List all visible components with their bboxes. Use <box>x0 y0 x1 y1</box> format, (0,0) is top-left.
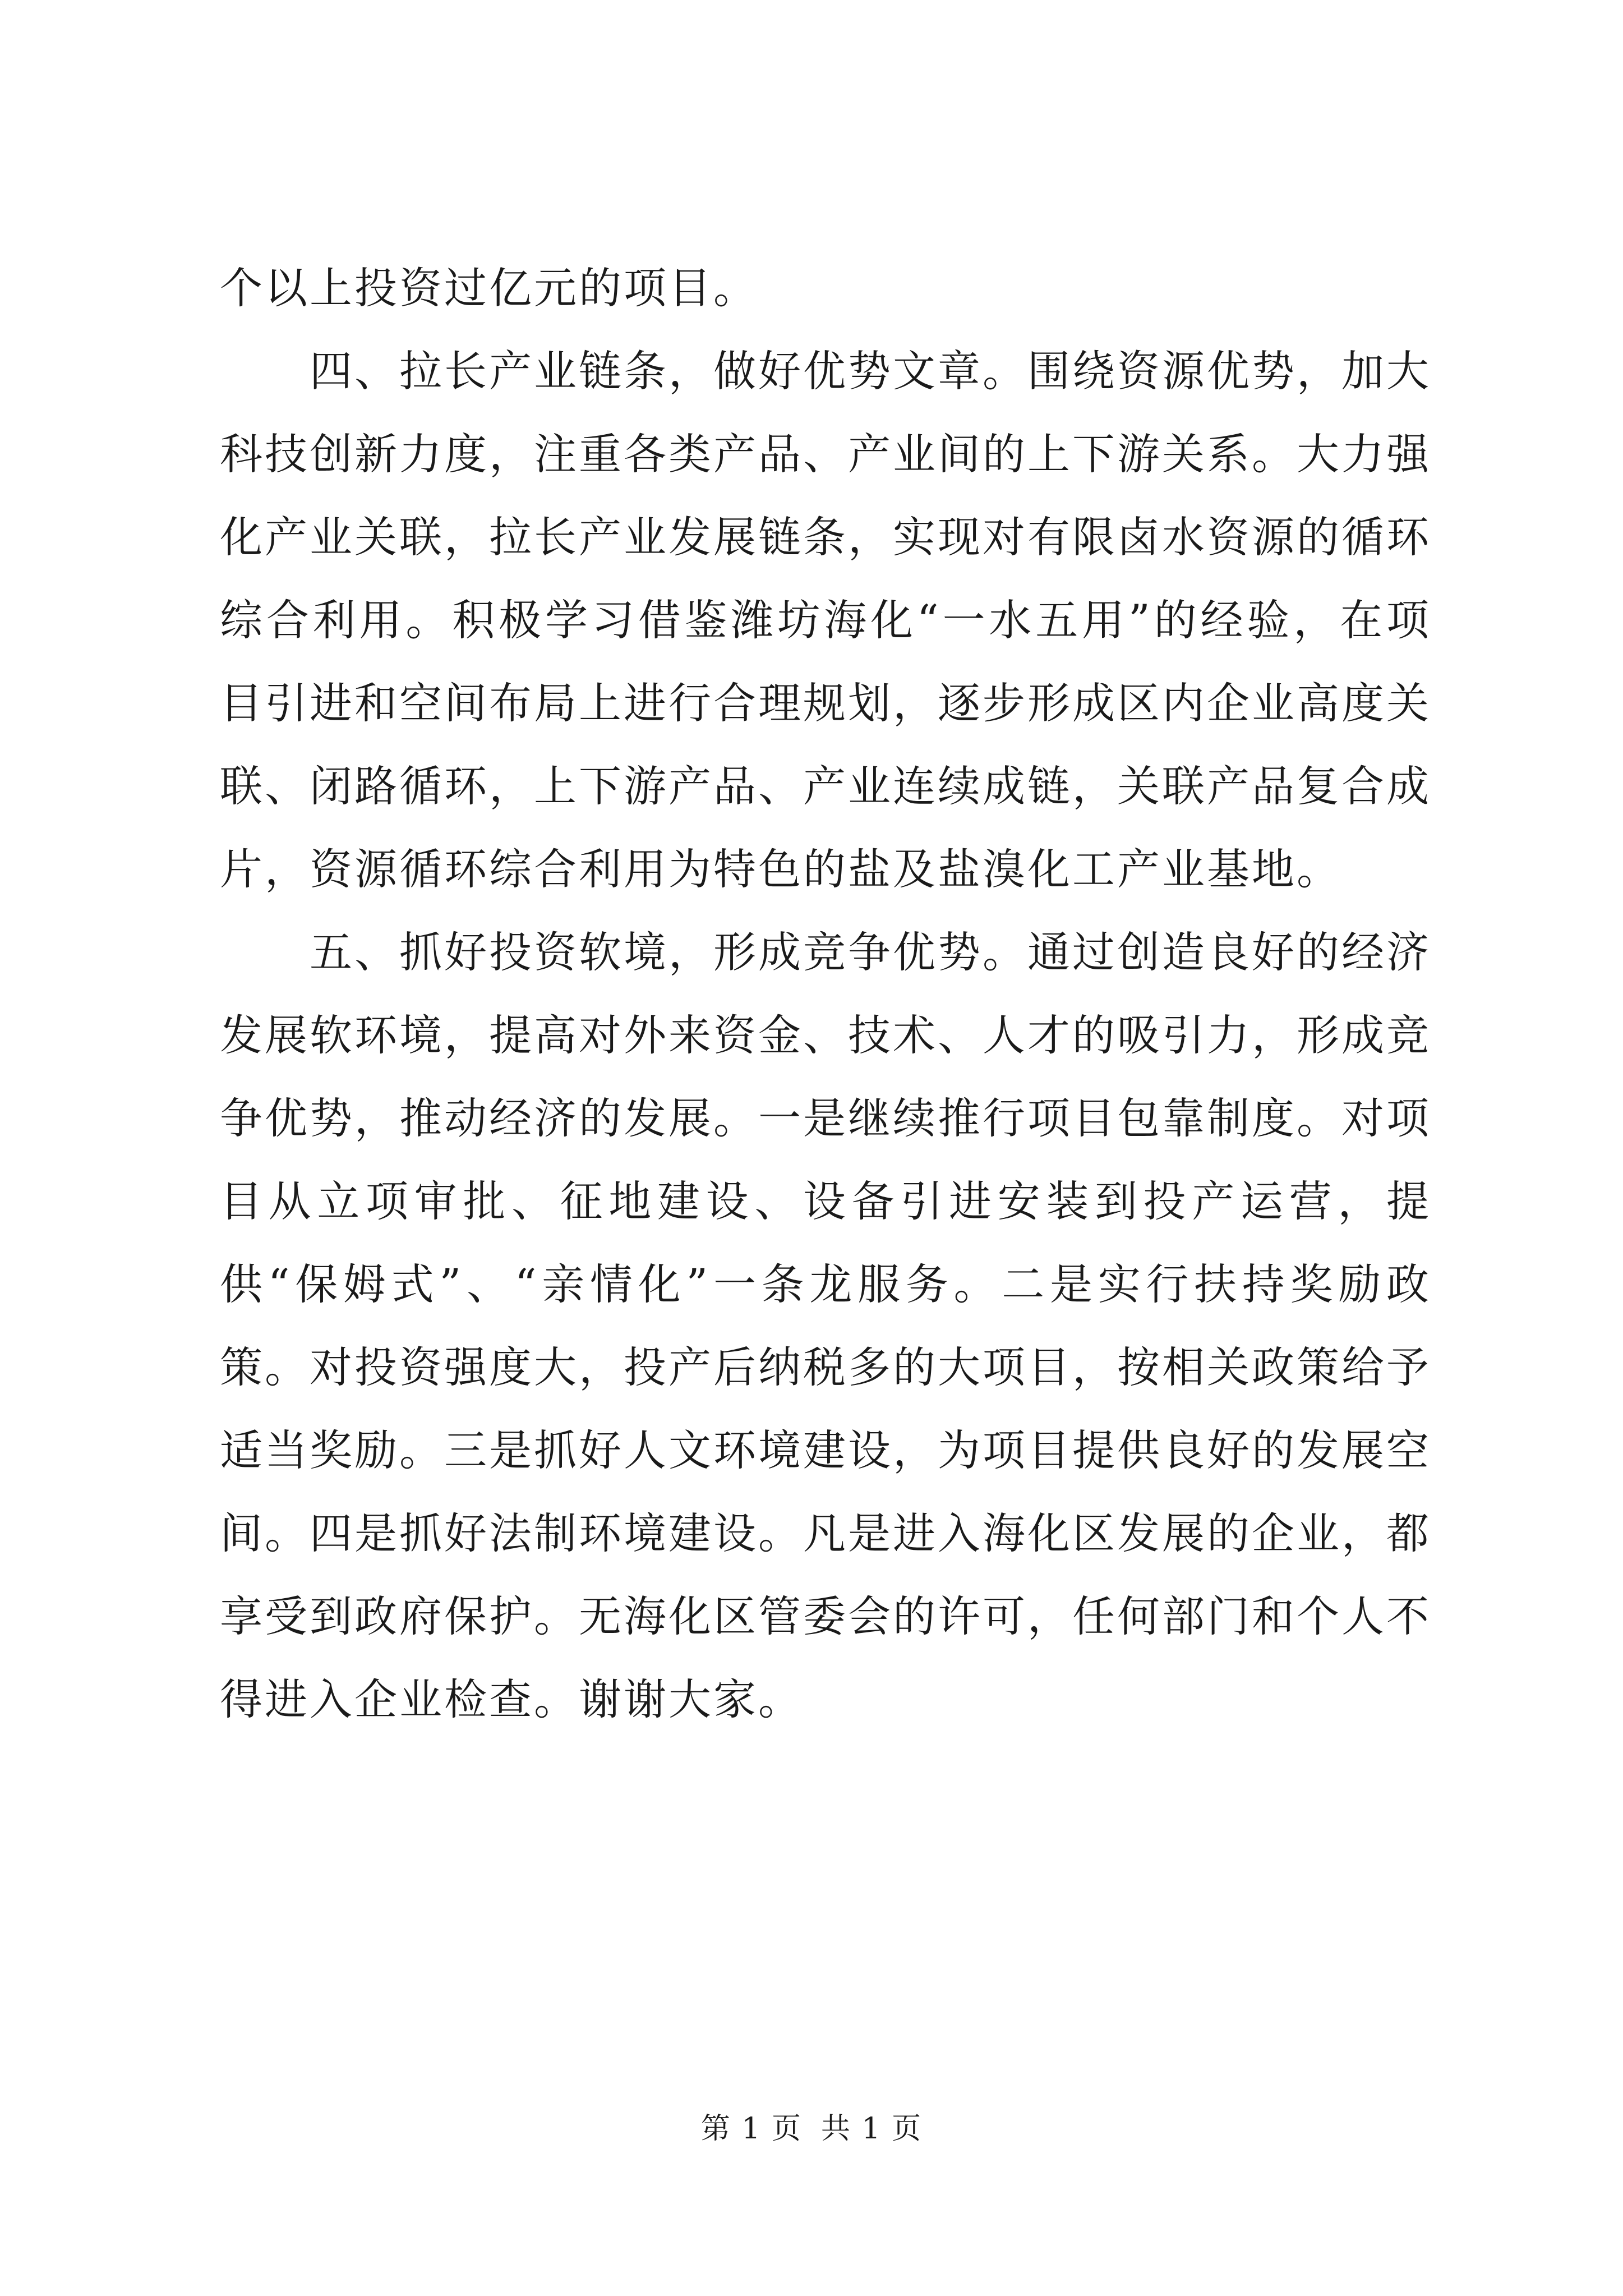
paragraph-section-five: 五、抓好投资软境，形成竞争优势。通过创造良好的经济发展软环境，提高对外来资金、技术、人才的吸引力，形成竞争优势，推动经济的发展。一是继续推行项目包靠制度。对项目从立项审批、征地建设、设备引进安装到投产运营，提供“保姆式”、“亲情化”一条龙服务。二是实行扶持奖励政策。对投资强度大，投产后纳税多的大项目，按相关政策给予适当奖励。三是抓好人文环境建设，为项目提供良好的发展空间。四是抓好法制环境建设。凡是进入海化区发展的企业，都享受到政府保护。无海化区管委会的许可，任何部门和个人不得进入企业检查。谢谢大家。 <box>220 927 1431 1724</box>
paragraph-section-four: 四、拉长产业链条，做好优势文章。围绕资源优势，加大科技创新力度，注重各类产品、产业间的上下游关系。大力强化产业关联，拉长产业发展链条，实现对有限卤水资源的循环综合利用。积极学习借鉴潍坊海化“一水五用”的经验，在项目引进和空间布局上进行合理规划，逐步形成区内企业高度关联、闭路循环，上下游产品、产业连续成链，关联产品复合成片，资源循环综合利用为特色的盐及盐溴化工产业基地。 <box>220 346 1431 894</box>
page-number: 第 1 页 <box>700 2112 802 2146</box>
paragraph-continuation: 个以上投资过亿元的项目。 <box>220 263 758 313</box>
document-body <box>220 247 1431 1741</box>
page-total: 共 1 页 <box>821 2112 923 2146</box>
page-footer <box>0 2105 1623 2147</box>
